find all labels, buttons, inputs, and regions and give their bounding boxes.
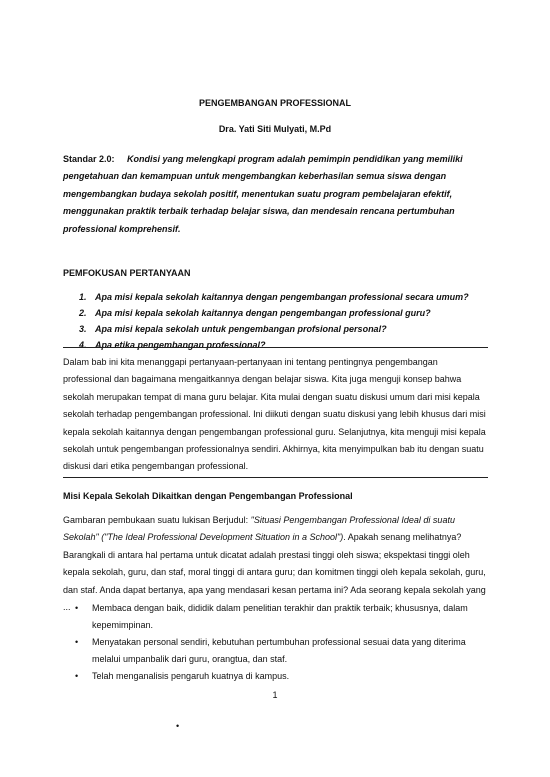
list-item bbox=[63, 321, 488, 337]
characteristics-bullet-list bbox=[63, 600, 488, 686]
painting-title: "Situasi Pengembangan Professional Ideal di suatu Sekolah" ("The Ideal Professional Development Situation in a School") bbox=[63, 515, 455, 543]
divider bbox=[63, 477, 488, 478]
bullet-text: Membaca dengan baik, dididik dalam penelitian terakhir dan praktik terbaik; khususnya, dalam kepemimpinan. bbox=[92, 603, 468, 630]
focus-heading: PEMFOKUSAN PERTANYAAN bbox=[63, 268, 191, 278]
standard-statement bbox=[63, 151, 488, 238]
document-title: PENGEMBANGAN PROFESSIONAL bbox=[198, 98, 351, 108]
list-item bbox=[63, 600, 488, 633]
divider bbox=[63, 347, 488, 348]
bullet-icon: • bbox=[75, 603, 79, 613]
question-text: Apa misi kepala sekolah kaitannya dengan pengembangan professional secara umum? bbox=[95, 292, 469, 302]
list-item bbox=[63, 337, 488, 353]
bullet-icon: • bbox=[75, 637, 79, 647]
question-text: Apa misi kepala sekolah untuk pengembangan profsional personal? bbox=[95, 324, 387, 334]
bullet-text: Telah menganalisis pengaruh kuatnya di kampus. bbox=[92, 671, 290, 681]
list-item bbox=[63, 289, 488, 305]
question-text: Apa etika pengembangan professional? bbox=[95, 340, 266, 350]
page-number: 1 bbox=[272, 690, 278, 700]
bullet-text: Menyatakan personal sendiri, kebutuhan pertumbuhan professional sesuai data yang diterima melalui umpanbalik dari guru, orangtua, dan staf. bbox=[92, 637, 466, 664]
standard-label: Standar 2.0: bbox=[63, 154, 115, 164]
question-number: 4. bbox=[79, 340, 87, 350]
focus-question-list bbox=[63, 289, 488, 353]
standard-text: Kondisi yang melengkapi program adalah pemimpin pendidikan yang memiliki pengetahuan dan kemampuan untuk mengembangkan keberhasilan semua siswa dengan mengembangkan budaya sekolah positif, menentukan suatu program pembelajaran efektif, menggunakan praktik terbaik terhadap belajar siswa, dan mendesain rencana pertumbuhan professional komprehensif. bbox=[63, 154, 463, 234]
section-heading: Misi Kepala Sekolah Dikaitkan dengan Pengembangan Professional bbox=[63, 491, 353, 501]
question-number: 1. bbox=[79, 292, 87, 302]
document-author: Dra. Yati Siti Mulyati, M.Pd bbox=[218, 124, 332, 134]
list-item bbox=[63, 668, 488, 685]
intro-paragraph: Dalam bab ini kita menanggapi pertanyaan-pertanyaan ini tentang pentingnya pengembangan professional dan bagaimana mengaitkannya dengan belajar siswa. Kita juga menguji konsep bahwa sekolah merupakan tempat di mana guru belajar. Kita mulai dengan suatu diskusi umum dari misi kepala sekolah terhadap pengembangan professional. Ini diikuti dengan suatu diskusi yang lebih khusus dari misi kepala sekolah kaitannya dengan pengembangan professional guru. Selanjutnya, kita menguji misi kepala sekolah untuk pengembangan professionalnya sendiri. Akhirnya, kita menyimpulkan bab itu dengan suatu diskusi dari etika pengembangan professional. bbox=[63, 357, 486, 472]
question-number: 2. bbox=[79, 308, 87, 318]
stray-bullet-mark: • bbox=[176, 721, 180, 731]
question-number: 3. bbox=[79, 324, 87, 334]
bullet-icon: • bbox=[75, 671, 79, 681]
question-text: Apa misi kepala sekolah kaitannya dengan pengembangan professional guru? bbox=[95, 308, 431, 318]
list-item bbox=[63, 305, 488, 321]
list-item bbox=[63, 634, 488, 667]
section-paragraph-start: Gambaran pembukaan suatu lukisan Berjudul: bbox=[63, 515, 251, 525]
section-paragraph-end: . Apakah senang melihatnya? Barangkali di antara hal pertama untuk dicatat adalah prestasi tinggi oleh siswa; ekspektasi tinggi oleh kepala sekolah, guru, dan staf, moral tinggi di antara guru; dan komitmen tinggi oleh kepala sekolah, guru, dan staf. Anda dapat bertanya, apa yang mendasari kesan pertama ini? Ada seorang kepala sekolah yang ... bbox=[63, 532, 486, 613]
